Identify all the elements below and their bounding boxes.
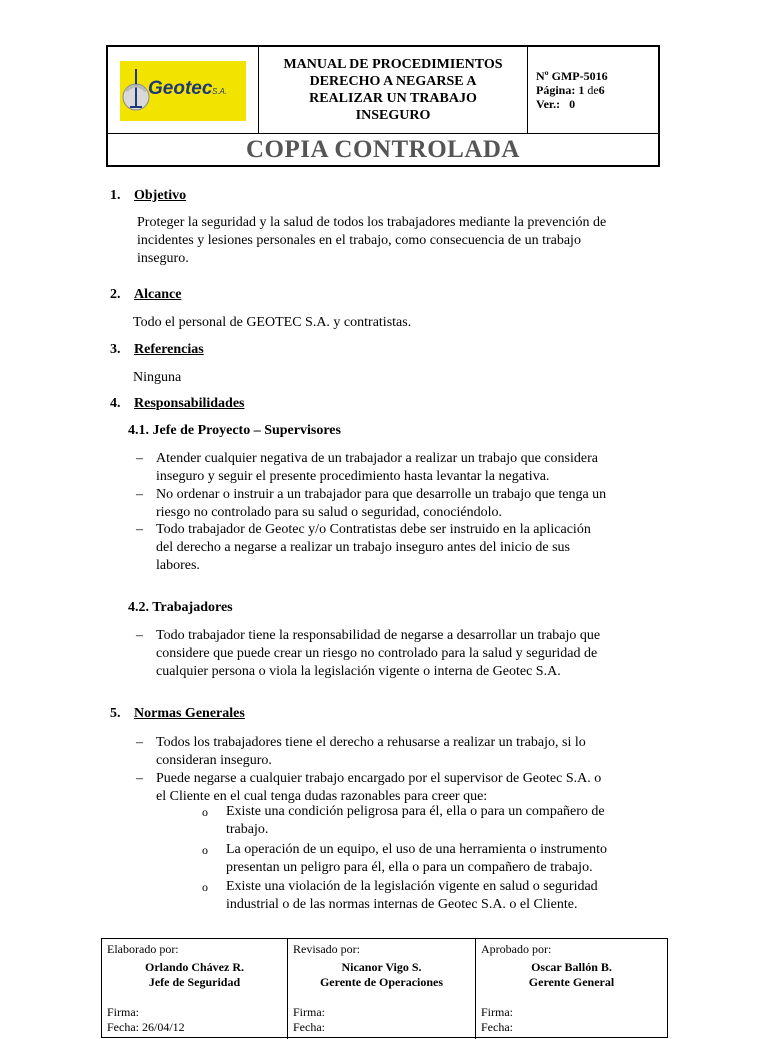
logo-emblem-icon (120, 61, 246, 121)
company-logo (120, 61, 246, 121)
approval-column-revisado (288, 939, 476, 1039)
title-line: REALIZAR UN TRABAJO (309, 91, 477, 106)
list-item (136, 521, 658, 575)
section-responsabilidades-heading (110, 396, 244, 412)
subsection-jefe-heading: 4.1. Jefe de Proyecto – Supervisores (128, 423, 341, 438)
text-line: Todo trabajador tiene la responsabilidad de negarse a desarrollar un trabajo que (156, 628, 601, 643)
approval-column-aprobado (476, 939, 667, 1039)
approval-column-elaborado (102, 939, 288, 1039)
text-line: inseguro. (137, 251, 189, 266)
signer-name: Orlando Chávez R. (145, 960, 244, 974)
circle-bullet-icon: o (202, 805, 208, 819)
dash-bullet-icon: – (136, 735, 143, 750)
logo-wordmark: Geotec (148, 78, 213, 99)
section-title: Objetivo (134, 188, 187, 203)
text-line: riesgo no controlado para su salud o seguridad, conociéndolo. (156, 505, 503, 520)
text-line: consideran inseguro. (156, 753, 272, 768)
section-number: 5. (110, 706, 121, 721)
text-line: considere que puede crear un riesgo no controlado para la salud y seguridad de (156, 646, 598, 661)
section-title: Responsabilidades (134, 396, 245, 411)
list-item (136, 450, 658, 486)
section-number: 1. (110, 188, 121, 203)
text-line: del derecho a negarse a realizar un trabajo inseguro antes del inicio de sus (156, 540, 570, 555)
text-line: Existe una violación de la legislación vigente en salud o seguridad (226, 879, 598, 894)
sub-list-item (202, 841, 658, 877)
document-title (259, 47, 528, 133)
signer-position: Jefe de Seguridad (148, 975, 241, 989)
role-label: Aprobado por: (481, 942, 552, 956)
list-item (136, 770, 658, 806)
list-item (136, 734, 658, 770)
text-line: el Cliente en el cual tenga dudas razonables para creer que: (156, 789, 488, 804)
dash-bullet-icon: – (136, 487, 143, 502)
document-meta (536, 69, 608, 111)
text-line: labores. (156, 558, 200, 573)
text-line: inseguro y seguir el presente procedimiento hasta levantar la negativa. (156, 469, 550, 484)
objetivo-paragraph (137, 214, 658, 268)
signer-position: Gerente General (528, 975, 615, 989)
circle-bullet-icon: o (202, 880, 208, 894)
signature-label: Firma: (293, 1005, 325, 1019)
sub-list-item (202, 878, 658, 914)
text-line: incidentes y lesiones personales en el trabajo, como consecuencia de un trabajo (137, 233, 581, 248)
company-logo-cell (108, 47, 259, 133)
doc-version: Ver.: 0 (536, 97, 576, 111)
title-line: DERECHO A NEGARSE A (309, 74, 477, 89)
section-objetivo-heading (110, 188, 186, 204)
section-number: 2. (110, 287, 121, 302)
dash-bullet-icon: – (136, 451, 143, 466)
signature-label: Firma: (481, 1005, 513, 1019)
signer-name: Nicanor Vigo S. (341, 960, 422, 974)
text-line: industrial o de las normas internas de Geotec S.A. o el Cliente. (226, 897, 578, 912)
date-label: Fecha: (481, 1020, 513, 1034)
section-title: Referencias (134, 342, 204, 357)
page-total: 6 (598, 83, 605, 97)
dash-bullet-icon: – (136, 522, 143, 537)
text-line: Proteger la seguridad y la salud de todos los trabajadores mediante la prevención de (137, 215, 607, 230)
signature-label: Firma: (107, 1005, 139, 1019)
circle-bullet-icon: o (202, 843, 208, 857)
section-normas-heading (110, 706, 245, 722)
date-label: Fecha: (293, 1020, 325, 1034)
title-line: MANUAL DE PROCEDIMIENTOS (283, 57, 503, 72)
text-line: presentan un peligro para él, ella o para un compañero de trabajo. (226, 860, 593, 875)
doc-number: Nº GMP-5016 (536, 69, 608, 83)
section-alcance-heading (110, 287, 181, 303)
page-label: Página: (536, 83, 576, 97)
text-line: La operación de un equipo, el uso de una herramienta o instrumento (226, 842, 607, 857)
text-line: trabajo. (226, 822, 269, 837)
text-line: Puede negarse a cualquier trabajo encargado por el supervisor de Geotec S.A. o (156, 771, 602, 786)
text-line: Todo trabajador de Geotec y/o Contratistas debe ser instruido en la aplicación (156, 522, 591, 537)
document-header (106, 45, 660, 167)
section-title: Alcance (134, 287, 182, 302)
text-line: Atender cualquier negativa de un trabajador a realizar un trabajo que considera (156, 451, 598, 466)
section-referencias-heading (110, 342, 204, 358)
text-line: cualquier persona o viola la legislación vigente o interna de Geotec S.A. (156, 664, 561, 679)
referencias-text: Ninguna (133, 370, 182, 385)
signer-position: Gerente de Operaciones (319, 975, 444, 989)
page-of: de (587, 83, 599, 97)
role-label: Revisado por: (293, 942, 360, 956)
dash-bullet-icon: – (136, 628, 143, 643)
page-current: 1 (578, 83, 585, 97)
section-number: 4. (110, 396, 121, 411)
signer-name: Oscar Ballón B. (531, 960, 612, 974)
alcance-text: Todo el personal de GEOTEC S.A. y contratistas. (133, 315, 412, 330)
controlled-copy-banner: COPIA CONTROLADA (246, 135, 520, 163)
approval-table (101, 938, 668, 1038)
page-indicator (536, 83, 608, 97)
text-line: No ordenar o instruir a un trabajador para que desarrolle un trabajo que tenga un (156, 487, 607, 502)
date-label: Fecha: 26/04/12 (107, 1020, 185, 1034)
subsection-trabajadores-heading: 4.2. Trabajadores (128, 600, 233, 615)
role-label: Elaborado por: (107, 942, 179, 956)
text-line: Existe una condición peligrosa para él, ella o para un compañero de (226, 804, 605, 819)
section-number: 3. (110, 342, 121, 357)
sub-list-item (202, 803, 658, 839)
list-item (136, 486, 658, 522)
title-line: INSEGURO (355, 108, 431, 123)
list-item (136, 627, 658, 681)
header-top-row (108, 47, 658, 134)
dash-bullet-icon: – (136, 771, 143, 786)
text-line: Todos los trabajadores tiene el derecho a rehusarse a realizar un trabajo, si lo (156, 735, 586, 750)
section-title: Normas Generales (134, 706, 245, 721)
logo-suffix: S.A. (212, 87, 228, 96)
